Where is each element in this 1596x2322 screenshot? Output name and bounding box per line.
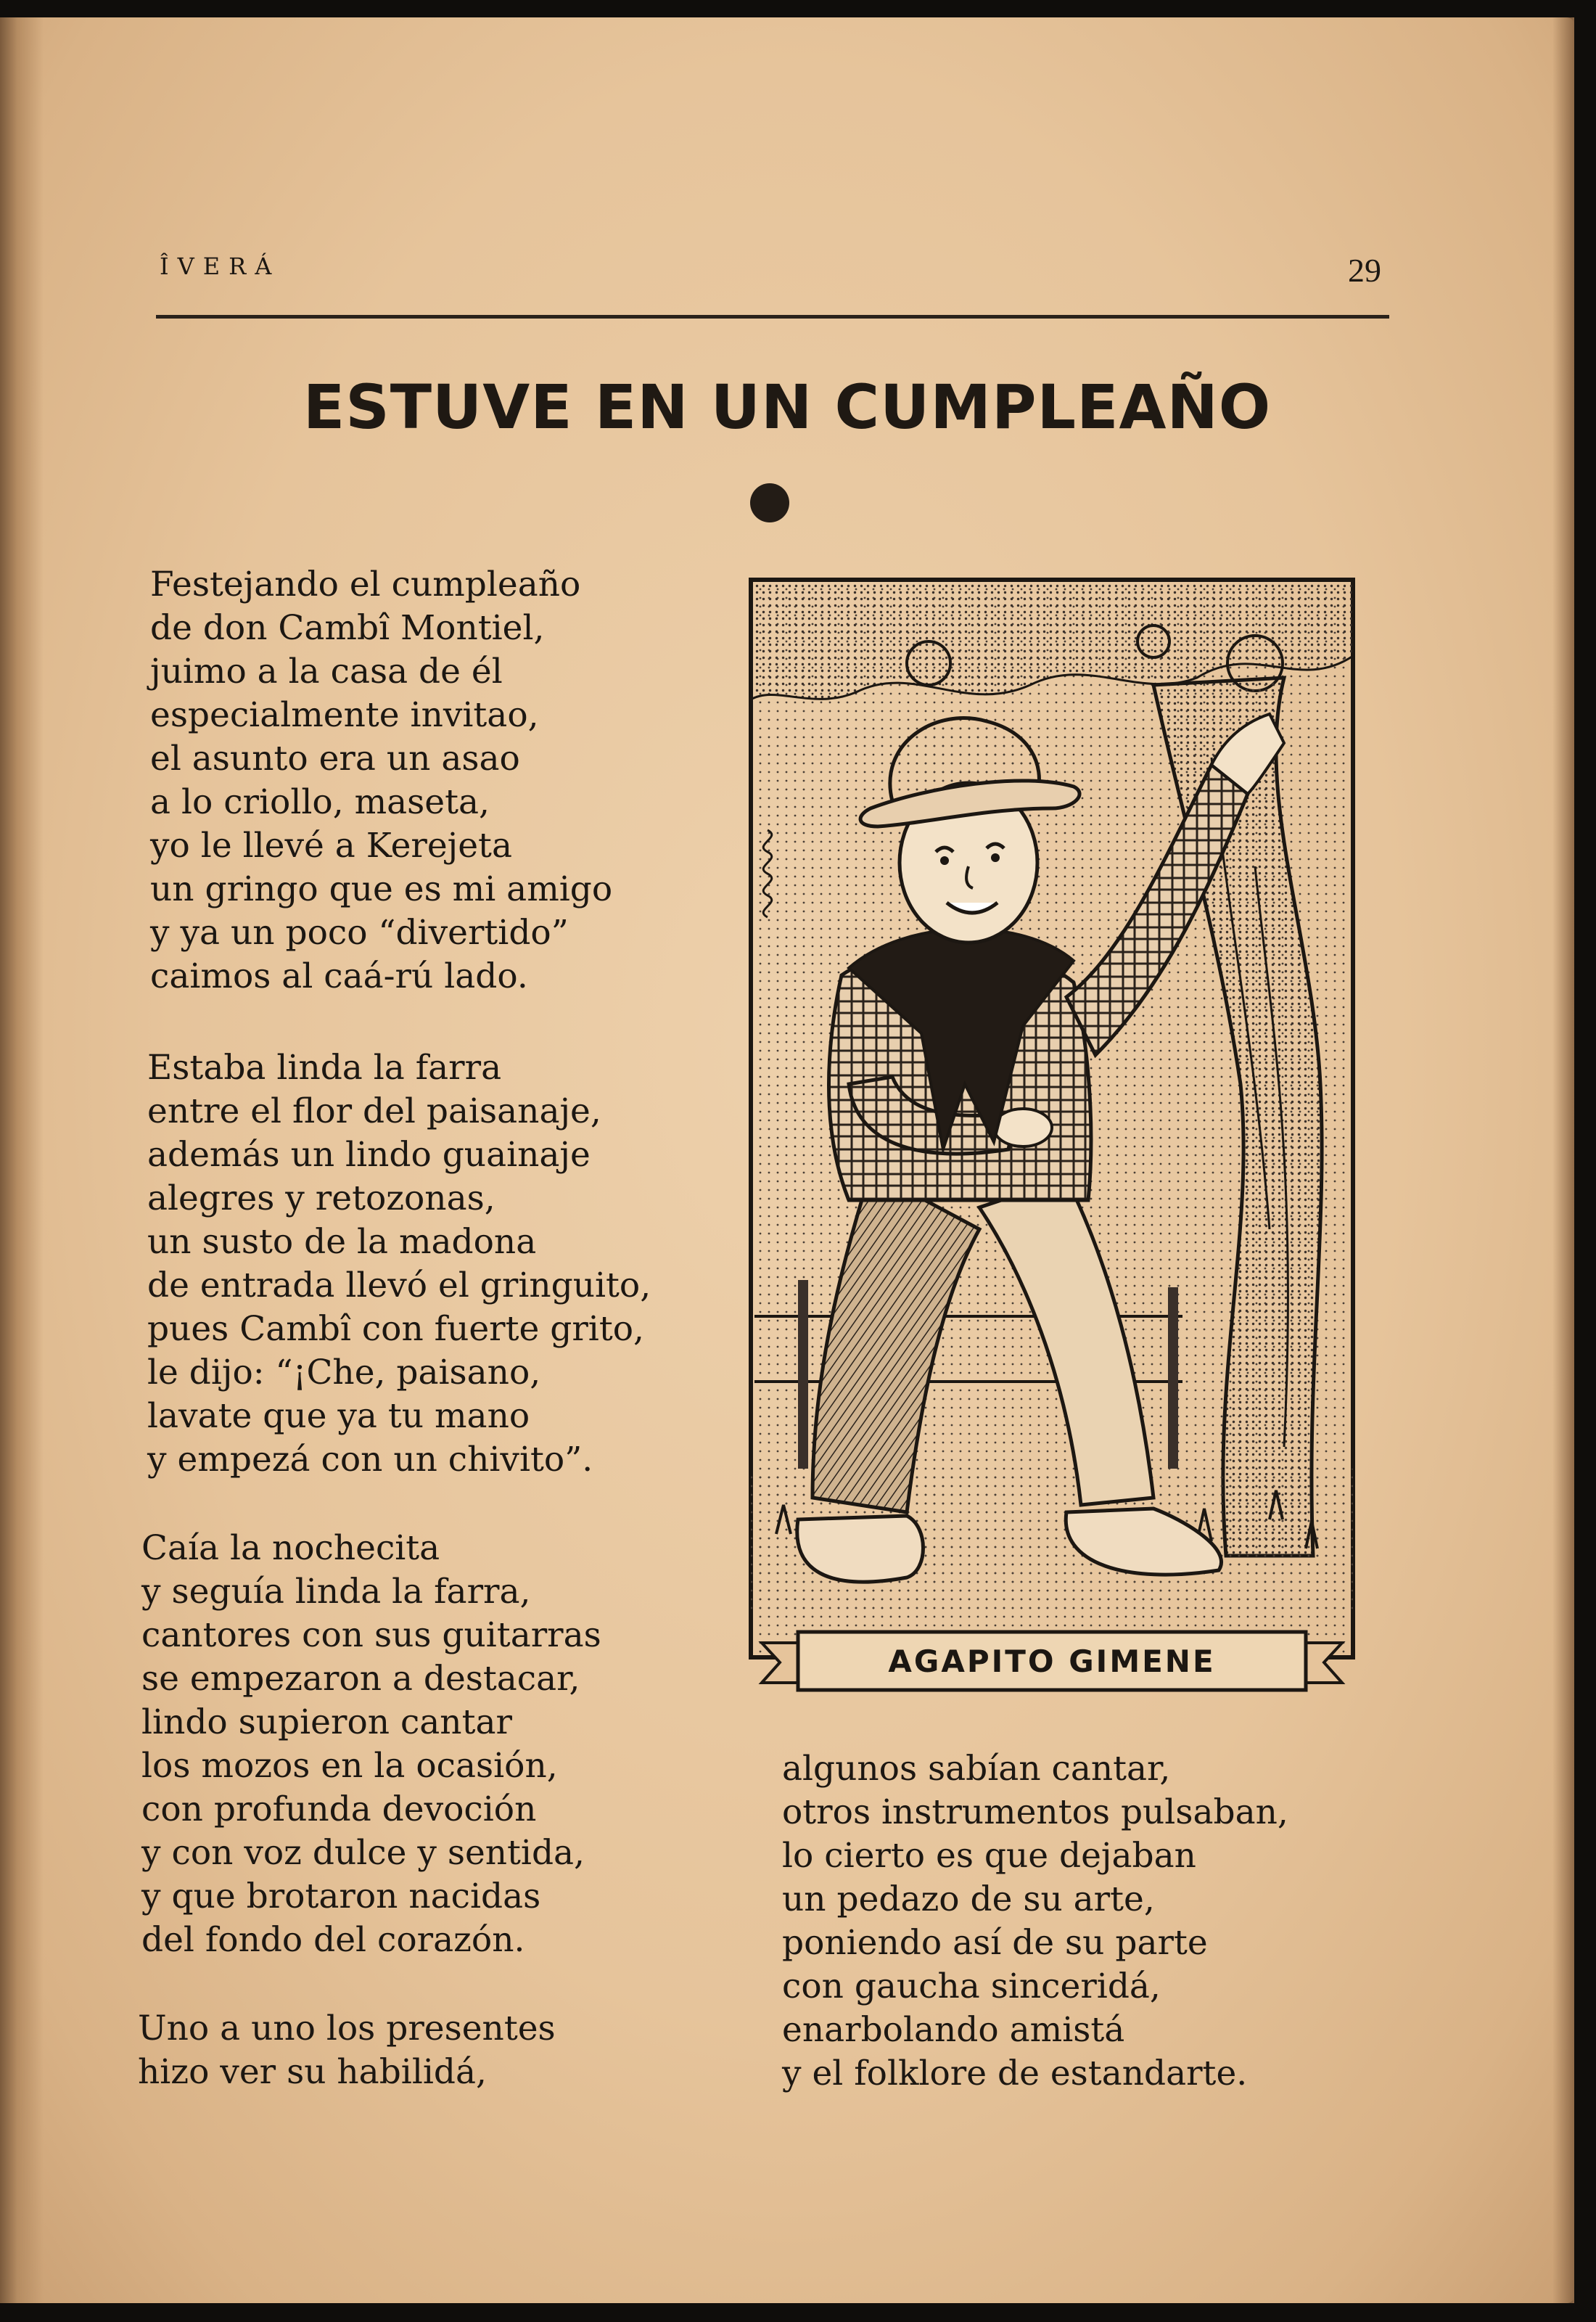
verse-line: yo le llevé a Kerejeta [150, 826, 512, 866]
verse-line: y con voz dulce y sentida, [141, 1833, 585, 1873]
verse-line: lindo supieron cantar [141, 1702, 512, 1742]
verse-line: y ya un poco “divertido” [150, 913, 569, 953]
verse-line: además un lindo guainaje [147, 1135, 591, 1175]
illustration [747, 576, 1357, 1730]
verse-line: un susto de la madona [147, 1222, 537, 1262]
stanza-1 [150, 563, 612, 998]
page-edge-shadow [1552, 17, 1574, 2303]
verse-line: Caía la nochecita [141, 1528, 440, 1568]
verse-line: juimo a la casa de él [150, 652, 503, 692]
verse-line: enarbolando amistá [782, 2010, 1125, 2050]
page-number: 29 [1348, 252, 1381, 289]
book-page [0, 17, 1574, 2303]
verse-line: le dijo: “¡Che, paisano, [147, 1353, 541, 1392]
stanza-2 [147, 1046, 651, 1482]
verse-line: caimos al caá-rú lado. [150, 956, 528, 996]
verse-line: y que brotaron nacidas [141, 1876, 541, 1916]
verse-line: del fondo del corazón. [141, 1920, 525, 1960]
verse-line: y el folklore de estandarte. [782, 2054, 1248, 2093]
running-title: ÎVERÁ [160, 253, 281, 280]
verse-line: entre el flor del paisanaje, [147, 1091, 601, 1131]
verse-line: se empezaron a destacar, [141, 1659, 580, 1699]
verse-line: Uno a uno los presentes [138, 2009, 556, 2048]
verse-line: de don Cambî Montiel, [150, 608, 545, 648]
poem-title: ESTUVE EN UN CUMPLEAÑO [303, 372, 1272, 443]
verse-line: lo cierto es que dejaban [782, 1836, 1196, 1876]
verse-line: Festejando el cumpleaño [150, 565, 581, 604]
stanza-4-start [138, 2007, 556, 2094]
verse-line: con profunda devoción [141, 1789, 537, 1829]
verse-line: lavate que ya tu mano [147, 1396, 530, 1436]
stanza-3 [141, 1527, 601, 1962]
verse-line: con gaucha sinceridá, [782, 1966, 1161, 2006]
title-ornament-dot [750, 483, 789, 522]
verse-line: un pedazo de su arte, [782, 1879, 1155, 1919]
verse-line: cantores con sus guitarras [141, 1615, 601, 1655]
verse-line: poniendo así de su parte [782, 1923, 1208, 1963]
page-spine-shadow [0, 17, 44, 2303]
verse-line: hizo ver su habilidá, [138, 2052, 487, 2092]
verse-line: pues Cambî con fuerte grito, [147, 1309, 644, 1349]
verse-line: Estaba linda la farra [147, 1048, 502, 1088]
verse-line: un gringo que es mi amigo [150, 869, 613, 909]
verse-line: a lo criollo, maseta, [150, 782, 490, 822]
verse-line: los mozos en la ocasión, [141, 1746, 558, 1786]
verse-line: el asunto era un asao [150, 739, 520, 779]
verse-line: especialmente invitao, [150, 695, 539, 735]
verse-line: algunos sabían cantar, [782, 1749, 1171, 1789]
header-rule [156, 315, 1389, 319]
verse-line: y seguía linda la farra, [141, 1572, 531, 1612]
verse-line: y empezá con un chivito”. [147, 1440, 593, 1480]
verse-line: otros instrumentos pulsaban, [782, 1792, 1288, 1832]
stanza-4-continuation [782, 1747, 1288, 2096]
illustration-caption: AGAPITO GIMENE [888, 1644, 1216, 1679]
verse-line: alegres y retozonas, [147, 1178, 495, 1218]
verse-line: de entrada llevó el gringuito, [147, 1265, 651, 1305]
shoe-left [797, 1516, 924, 1582]
